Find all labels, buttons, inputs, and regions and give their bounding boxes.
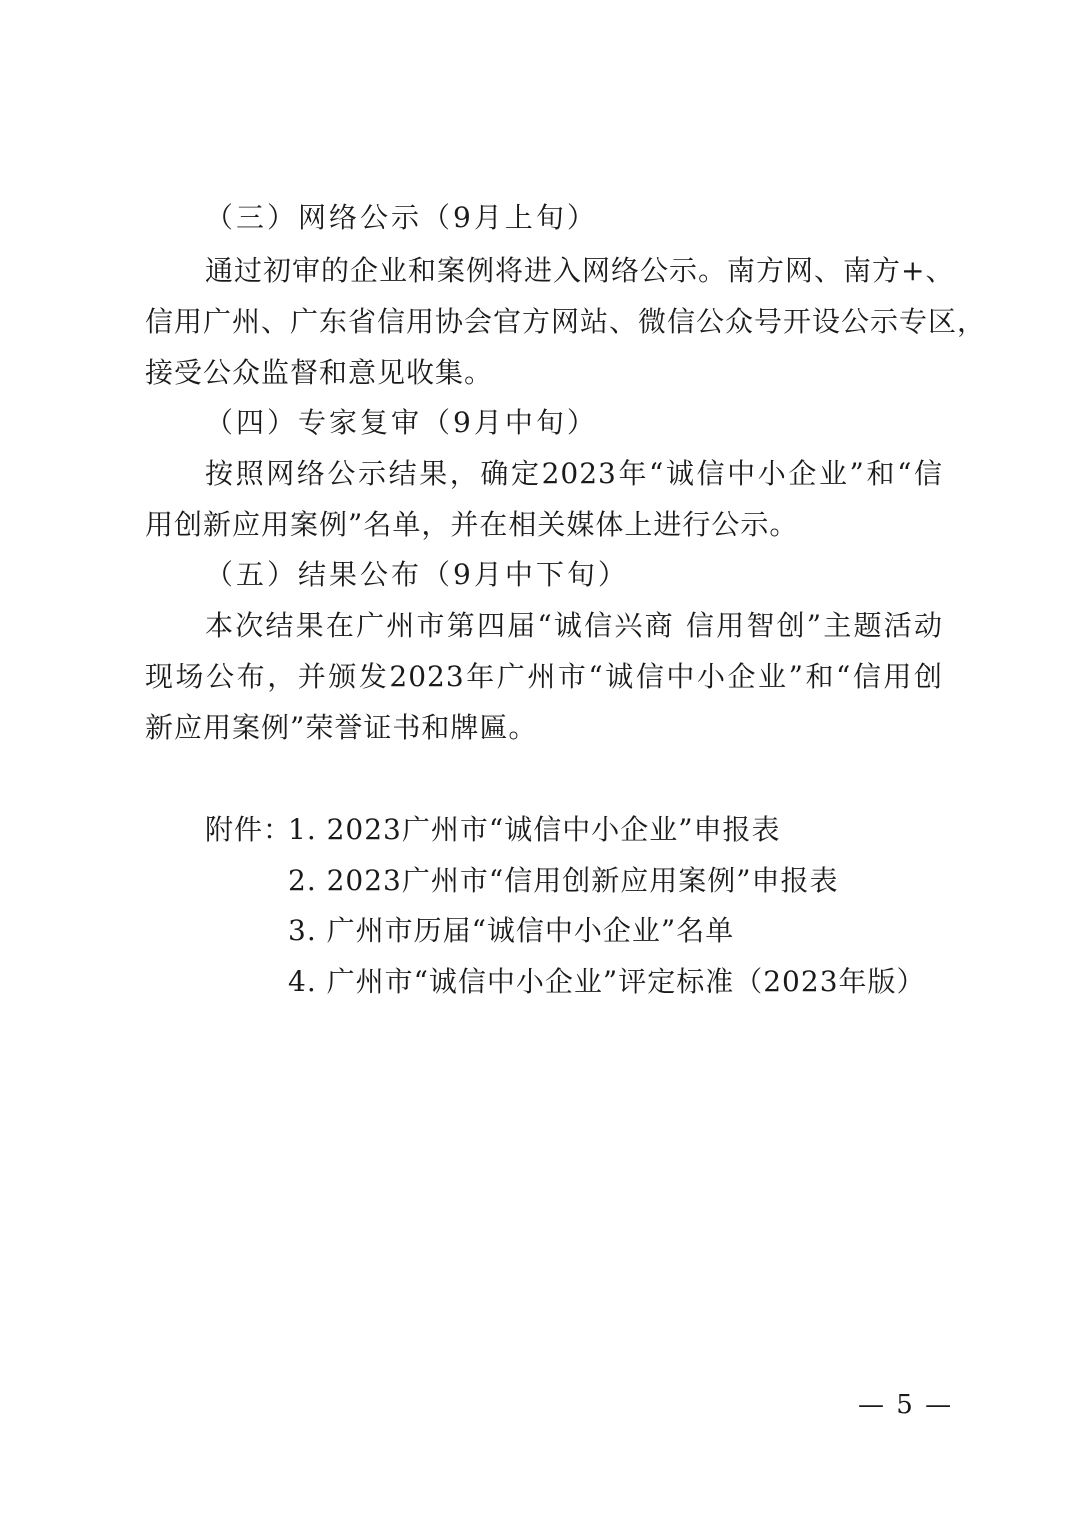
attachments-label: 附件： [205,813,293,846]
section-5-heading: （五）结果公布（9月中下旬） [205,558,629,591]
attachment-item-4: 4. 广州市“诚信中小企业”评定标准（2023年版） [288,965,926,998]
attachment-item-3: 3. 广州市历届“诚信中小企业”名单 [288,914,735,947]
section-5-paragraph-line-3: 新应用案例”荣誉证书和牌匾。 [145,711,538,744]
section-3-heading: （三）网络公示（9月上旬） [205,201,598,234]
section-3-paragraph-line-1: 通过初审的企业和案例将进入网络公示。南方网、南方+、 [205,254,955,287]
section-5-paragraph-line-1: 本次结果在广州市第四届“诚信兴商 信用智创”主题活动 [205,609,943,642]
section-4-heading: （四）专家复审（9月中旬） [205,406,598,439]
section-3-paragraph-line-3: 接受公众监督和意见收集。 [145,356,494,389]
attachment-item-2: 2. 2023广州市“信用创新应用案例”申报表 [288,864,839,897]
section-3-paragraph-line-2: 信用广州、广东省信用协会官方网站、微信公众号开设公示专区， [145,305,987,338]
page-number: — 5 — [858,1390,954,1420]
attachment-item-1: 1. 2023广州市“诚信中小企业”申报表 [288,813,781,846]
section-4-paragraph-line-1: 按照网络公示结果，确定2023年“诚信中小企业”和“信 [205,457,943,490]
section-5-paragraph-line-2: 现场公布，并颁发2023年广州市“诚信中小企业”和“信用创 [145,660,943,693]
section-4-paragraph-line-2: 用创新应用案例”名单，并在相关媒体上进行公示。 [145,508,799,541]
